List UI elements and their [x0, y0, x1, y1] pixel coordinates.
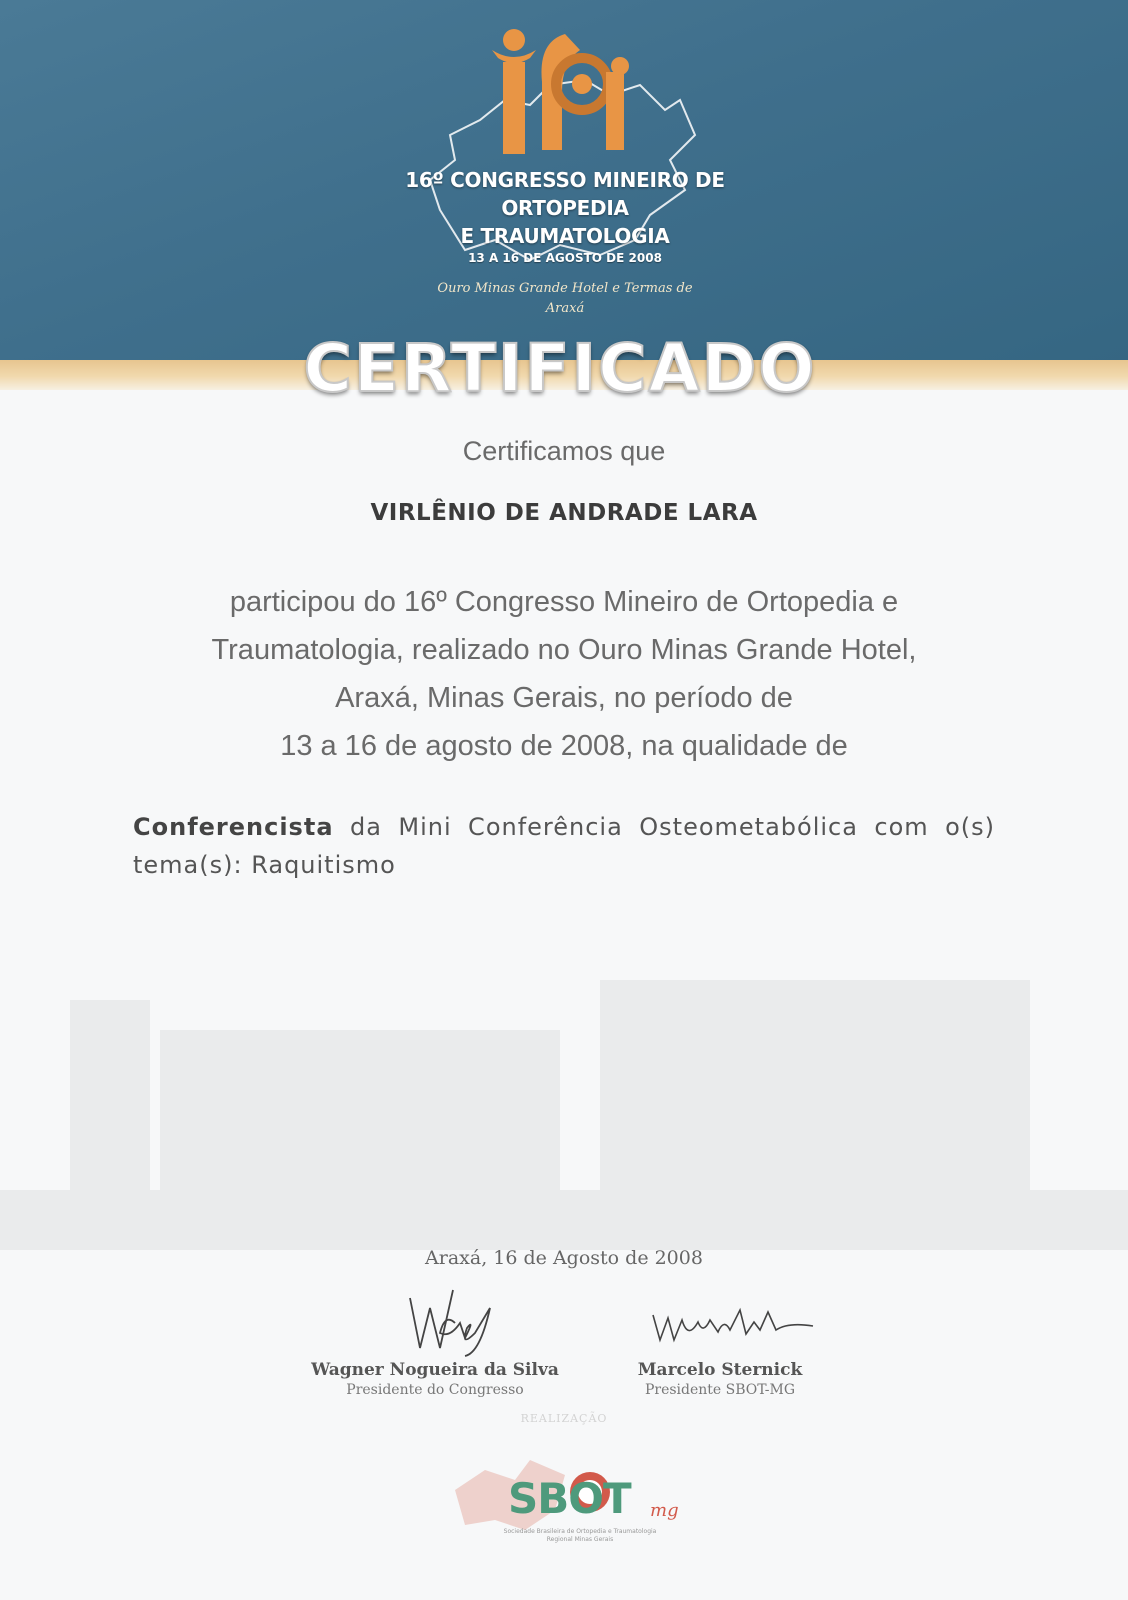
venue-line: Araxá	[545, 301, 585, 316]
intro-text: Certificamos que	[462, 436, 666, 466]
signatory-name: Wagner Nogueira da Silva	[311, 1360, 559, 1380]
signatory-role: Presidente do Congresso	[346, 1382, 524, 1398]
recipient-name: VIRLÊNIO DE ANDRADE LARA	[370, 500, 758, 526]
signature-marcelo-icon	[648, 1300, 818, 1350]
signatory-role: Presidente SBOT-MG	[644, 1382, 796, 1398]
body-line: Traumatologia, realizado no Ouro Minas Grande Hotel,	[211, 634, 917, 666]
congress-dates: 13 A 16 DE AGOSTO DE 2008	[468, 251, 662, 265]
city-date: Araxá, 16 de Agosto de 2008	[425, 1247, 703, 1269]
body-line: 13 a 16 de agosto de 2008, na qualidade de	[280, 730, 848, 762]
congress-venue	[380, 279, 750, 319]
sbot-suffix: mg	[650, 1500, 679, 1521]
body-line: participou do 16º Congresso Mineiro de Ortopedia e	[229, 586, 899, 618]
certificate-title: CERTIFICADO	[303, 330, 817, 407]
realizacao-label: REALIZAÇÃO	[520, 1412, 608, 1425]
signature-block-president-congress	[300, 1360, 570, 1398]
congress-title-line: 16º CONGRESSO MINEIRO DE	[405, 168, 725, 192]
signatory-name: Marcelo Sternick	[637, 1360, 803, 1380]
role-label: Conferencista	[133, 813, 334, 841]
role-description	[133, 808, 995, 884]
signature-block-president-sbot	[620, 1360, 820, 1398]
congress-title-line: ORTOPEDIA	[501, 196, 629, 220]
congress-title	[330, 166, 800, 250]
hotel-watermark-image	[0, 940, 1128, 1270]
body-line: Araxá, Minas Gerais, no período de	[335, 682, 793, 714]
sbot-subtitle: Sociedade Brasileira de Ortopedia e Traumatologia Regional Minas Gerais	[503, 1528, 657, 1543]
participation-text	[130, 578, 998, 770]
congress-logo-icon	[470, 22, 640, 162]
congress-title-line: E TRAUMATOLOGIA	[460, 224, 670, 248]
sbot-name: SBOT	[508, 1474, 631, 1523]
role-detail: da Mini Conferência Osteometabólica com o(s) tema(s): Raquitismo	[133, 813, 995, 879]
venue-line: Ouro Minas Grande Hotel e Termas de	[437, 281, 693, 296]
signature-wagner-icon	[405, 1278, 505, 1358]
